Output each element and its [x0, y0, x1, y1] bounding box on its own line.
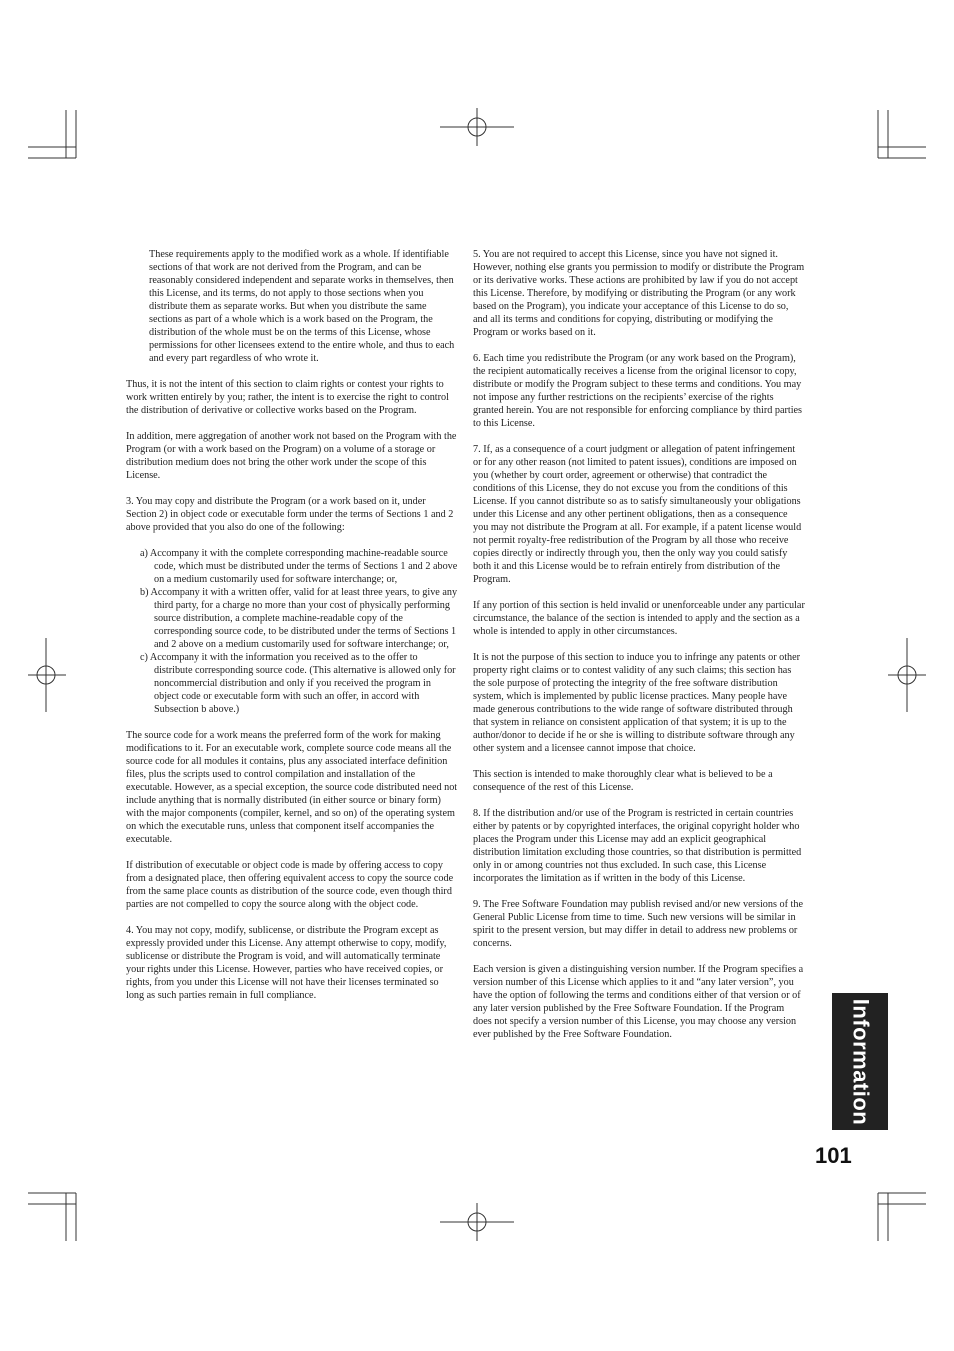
- paragraph: In addition, mere aggregation of another work not based on the Program with the Program (or with a work based on the Program) on a volume of a storage or distribution medium does not bring the other work under the scope of this License.: [126, 431, 457, 481]
- paragraph: 6. Each time you redistribute the Program (or any work based on the Program), the recipient automatically receives a license from the original licensor to copy, distribute or modify the Program subject to these terms and conditions. You may not impose any further restrictions on the recipients’ exercise of the rights granted herein. You are not responsible for enforcing compliance by third parties to this License.: [473, 353, 803, 429]
- list-item: a) Accompany it with the complete corresponding machine-readable source code, which must be distributed under the terms of Sections 1 and 2 above on a medium customarily used for software interchange; or,: [140, 548, 458, 585]
- paragraph: If any portion of this section is held invalid or unenforceable under any particular circumstance, the balance of the section is intended to apply and the section as a whole is intended to apply in other circumstances.: [473, 600, 805, 637]
- paragraph: It is not the purpose of this section to induce you to infringe any patents or other property right claims or to contest validity of any such claims; this section has the sole purpose of protecting the integrity of the free software distribution system, which is implemented by public license practices. Many people have made generous contributions to the wide range of software distributed through that system in reliance on consistent application of that system; it is up to the author/donor to decide if he or she is willing to distribute software through any other system and a licensee cannot impose that choice.: [473, 652, 801, 754]
- paragraph: This section is intended to make thoroughly clear what is believed to be a consequence of the rest of this License.: [473, 769, 773, 793]
- section-tab: [832, 993, 888, 1130]
- section-tab-label: Information: [848, 998, 873, 1125]
- page-number: 101: [815, 1143, 852, 1168]
- paragraph: 5. You are not required to accept this License, since you have not signed it. However, nothing else grants you permission to modify or distribute the Program or its derivative works. These actions are prohibited by law if you do not accept this License. Therefore, by modifying or distributing the Program (or any work based on the Program), you indicate your acceptance of this License to do so, and all its terms and conditions for copying, distributing or modifying the Program or works based on it.: [473, 249, 805, 338]
- right-column: [473, 248, 805, 1054]
- paragraph: Thus, it is not the intent of this section to claim rights or contest your rights to work written entirely by you; rather, the intent is to exercise the right to control the distribution of derivative or collective works based on the Program.: [126, 379, 449, 416]
- paragraph: 7. If, as a consequence of a court judgment or allegation of patent infringement or for any other reason (not limited to patent issues), conditions are imposed on you (whether by court order, agreement or otherwise) that contradict the conditions of this License, they do not excuse you from the conditions of this License. If you cannot distribute so as to satisfy simultaneously your obligations under this License and any other pertinent obligations, then as a consequence you may not distribute the Program at all. For example, if a patent license would not permit royalty-free redistribution of the Program by all those who receive copies directly or indirectly through you, then the only way you could satisfy both it and this License would be to refrain entirely from distribution of the Program.: [473, 444, 802, 585]
- paragraph: 3. You may copy and distribute the Program (or a work based on it, under Section 2) in object code or executable form under the terms of Sections 1 and 2 above provided that you also do one of the following:: [126, 496, 454, 533]
- left-column: [126, 248, 458, 1015]
- paragraph: Each version is given a distinguishing version number. If the Program specifies a version number of this License which applies to it and “any later version”, you have the option of following the terms and conditions either of that version or of any later version published by the Free Software Foundation. If the Program does not specify a version number of this License, you may choose any version ever published by the Free Software Foundation.: [473, 964, 804, 1040]
- paragraph: 8. If the distribution and/or use of the Program is restricted in certain countries either by patents or by copyrighted interfaces, the original copyright holder who places the Program under this License may add an explicit geographical distribution limitation excluding those countries, so that distribution is permitted only in or among countries not thus excluded. In such case, this License incorporates the limitation as if written in the body of this License.: [473, 808, 802, 884]
- list-item: b) Accompany it with a written offer, valid for at least three years, to give any third party, for a charge no more than your cost of physically performing source distribution, a complete machine-readable copy of the corresponding source code, to be distributed under the terms of Sections 1 and 2 above on a medium customarily used for software interchange; or,: [140, 587, 458, 650]
- paragraph: The source code for a work means the preferred form of the work for making modifications to it. For an executable work, complete source code means all the source code for all modules it contains, plus any associated interface definition files, plus the scripts used to control compilation and installation of the executable. However, as a special exception, the source code distributed need not include anything that is normally distributed (in either source or binary form) with the major components (compiler, kernel, and so on) of the operating system on which the executable runs, unless that component itself accompanies the executable.: [126, 730, 458, 845]
- paragraph: If distribution of executable or object code is made by offering access to copy from a designated place, then offering equivalent access to copy the source code from the same place counts as distribution of the source code, even though third parties are not compelled to copy the source along with the object code.: [126, 860, 454, 910]
- paragraph: 9. The Free Software Foundation may publish revised and/or new versions of the General Public License from time to time. Such new versions will be similar in spirit to the present version, but may differ in detail to address new problems or concerns.: [473, 899, 803, 949]
- list-item: c) Accompany it with the information you received as to the offer to distribute corresponding source code. (This alternative is allowed only for noncommercial distribution and only if you received the program in object code or executable form with such an offer, in accord with Subsection b above.): [140, 652, 456, 715]
- indented-paragraph: These requirements apply to the modified work as a whole. If identifiable sections of that work are not derived from the Program, and can be reasonably considered independent and separate works in themselves, then this License, and its terms, do not apply to those sections when you distribute them as separate works. But when you distribute the same sections as part of a whole which is a work based on the Program, the distribution of the whole must be on the terms of this License, whose permissions for other licensees extend to the entire whole, and thus to each and every part regardless of who wrote it.: [149, 249, 455, 364]
- option-list: [133, 547, 458, 716]
- paragraph: 4. You may not copy, modify, sublicense, or distribute the Program except as expressly provided under this License. Any attempt otherwise to copy, modify, sublicense or distribute the Program is void, and will automatically terminate your rights under this License. However, parties who have received copies, or rights, from you under this License will not have their licenses terminated so long as such parties remain in full compliance.: [126, 925, 447, 1001]
